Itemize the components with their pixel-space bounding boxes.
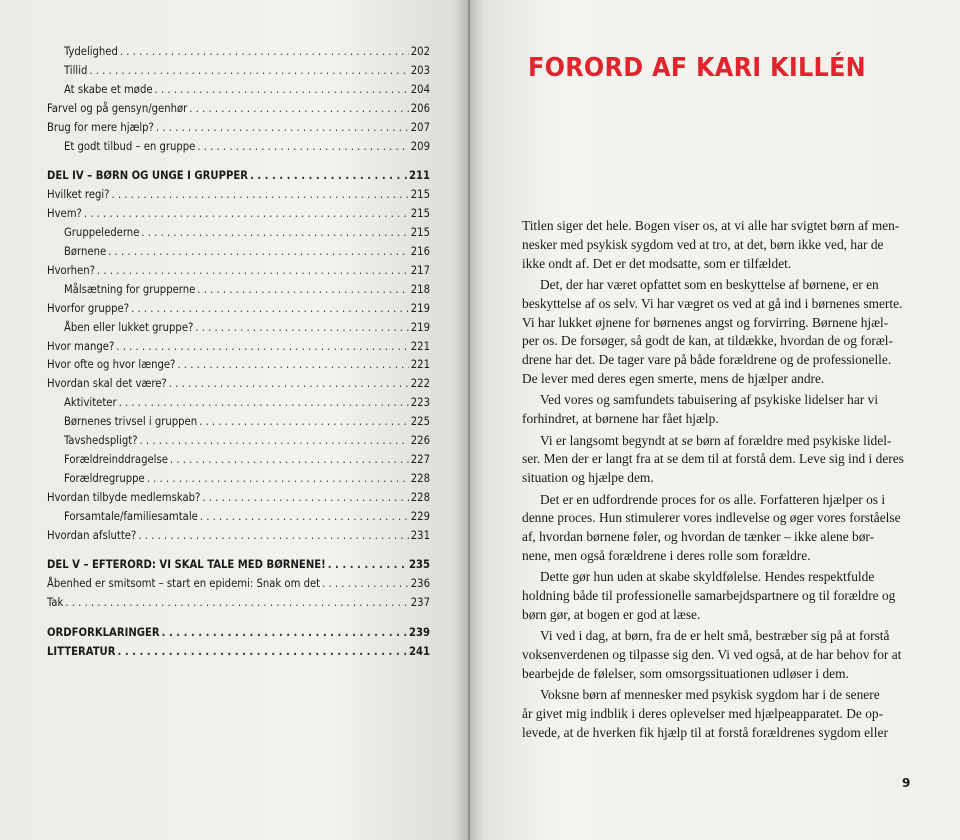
toc-entry [47,645,430,659]
toc-entry [47,121,430,135]
text-line: ser. Men der er langt fra at se dem til at forstå dem. Leve sig ind i deres [522,451,904,467]
toc-entry-label: Tydelighed [64,45,118,58]
text-line: Det, der har været opfattet som en beskyttelse af børnene, er en [540,276,879,292]
right-page [470,0,960,840]
toc-entry [47,453,430,467]
toc-entry [47,102,430,116]
toc-leader-dots [140,434,409,448]
toc-entry [47,558,430,572]
toc-leader-dots [189,102,409,116]
toc-entry-page: 207 [410,120,430,134]
toc-leader-dots [250,169,407,183]
text-line: år givet mig indblik i deres oplevelser med hjælpeapparatet. De op- [522,706,884,722]
page-number: 9 [902,776,911,790]
toc-entry-page: 204 [410,82,430,96]
text-line: af, hvordan børnene føler, og hvordan de tænker – ikke alene bør- [522,529,875,545]
toc-leader-dots [84,207,409,221]
toc-leader-dots [112,188,409,202]
toc-entry-label: Hvordan skal det være? [47,377,167,391]
toc-entry [47,626,430,640]
toc-entry-label: Gruppelederne [64,226,140,240]
toc-entry-page: 211 [408,169,430,183]
toc-entry [47,434,430,448]
toc-leader-dots [89,64,408,78]
text-line: situation og hjælpe dem. [522,470,654,486]
toc-entry [47,529,430,543]
toc-entry-page: 225 [410,415,430,429]
toc-entry-label: Åben eller lukket gruppe? [64,320,194,334]
toc-entry [47,340,430,354]
toc-entry-page: 227 [410,452,430,466]
toc-leader-dots [169,377,409,391]
toc-entry-page: 215 [410,207,430,221]
toc-entry-page: 222 [410,377,430,391]
toc-leader-dots [322,577,409,591]
toc-entry-page: 215 [410,188,430,202]
toc-leader-dots [156,121,409,135]
toc-entry-label: Farvel og på gensyn/genhør [47,101,188,115]
text-line: holdning både til professionelle samarbejdspartnere og til forældre og [522,588,896,604]
text-line: forhindret, at børnene har fået hjælp. [522,411,719,427]
toc-entry-label: Børnene [64,245,107,258]
toc-entry-page: 223 [410,396,430,410]
toc-entry [47,415,430,429]
toc-entry-label: Hvor mange? [47,339,115,353]
text-line: Titlen siger det hele. Bogen viser os, at vi alle har svigtet børn af men- [522,218,900,233]
toc-entry-page: 237 [410,596,430,610]
toc-entry [47,358,430,372]
text-line: Voksne børn af mennesker med psykisk sygdom har i de senere [540,687,880,703]
toc-entry-page: 215 [410,226,430,240]
foreword-body [522,217,914,743]
toc-entry [47,169,430,183]
toc-entry-label: DEL V – EFTERORD: VI SKAL TALE MED BØRNENE! [47,558,326,572]
toc-entry-label: Åbenhed er smitsomt – start en epidemi: Snak om det [47,577,321,591]
toc-entry [47,64,430,78]
toc-entry [47,472,430,486]
text-line: voksenverdenen og tilpasse sig den. Vi ved også, at de har behov for at [522,647,902,663]
toc-entry-page: 235 [408,558,430,572]
toc-entry-label: Hvem? [47,207,82,221]
text-line: Vi har lukket øjnene for børnenes angst og forvirring. Børnene hjæl- [522,314,889,330]
text-line: nesker med psykisk sygdom ved at tro, at det, børn ikke ved, har de [522,236,884,252]
toc-entry-page: 241 [408,645,430,658]
toc-entry-page: 216 [410,245,430,258]
toc-entry-page: 236 [410,577,430,591]
toc-entry-label: Aktiviteter [64,396,117,410]
toc-entry-page: 206 [410,101,430,115]
toc-entry-label: Et godt tilbud – en gruppe [64,139,196,153]
text-line: denne proces. Hun stimulerer vores indlevelse og øger vores forståelse [522,510,901,526]
toc-entry [47,396,430,410]
toc-entry [47,596,430,610]
toc-entry-page: 218 [410,282,430,296]
toc-leader-dots [65,596,408,610]
toc-entry-label: Hvor ofte og hvor længe? [47,358,176,372]
toc-entry-label: ORDFORKLARINGER [47,626,160,640]
toc-entry-label: Hvorhen? [47,263,95,277]
toc-leader-dots [177,358,408,372]
toc-entry [47,140,430,154]
toc-entry-page: 221 [410,339,430,353]
toc-leader-dots [197,140,408,154]
toc-entry-label: Forældreinddragelse [64,452,168,466]
toc-entry-label: Tillid [64,63,88,77]
toc-leader-dots [120,45,409,59]
toc-leader-dots [108,245,409,259]
toc-entry-label: Tak [47,596,64,610]
toc-entry-page: 217 [410,263,430,277]
toc-entry-label: Børnenes trivsel i gruppen [64,415,198,429]
text-line: De lever med deres egen smerte, mens de hjælper andre. [522,370,825,386]
toc-leader-dots [119,396,409,410]
text-line: levede, at de hverken fik hjælp til at forstå forældrenes sygdom eller [522,724,888,740]
toc-entry-page: 219 [410,320,430,334]
toc-entry-label: Forsamtale/familiesamtale [64,509,198,523]
toc-leader-dots [162,626,407,640]
toc-entry-page: 209 [410,139,430,153]
text-line: drene har det. De tager vare på både forældrene og de professionelle. [522,352,892,368]
toc-entry-label: Hvordan afslutte? [47,528,137,542]
text-line: Vi er langsomt begyndt at se børn af forældre med psykiske lidel- [540,432,892,448]
text-line: børn gør, at bogen er god at læse. [522,606,701,622]
toc-entry [47,283,430,297]
toc-entry [47,207,430,221]
toc-entry-page: 221 [410,358,430,372]
toc-entry [47,45,430,59]
chapter-heading: FORORD AF KARI KILLÉN [528,53,866,83]
toc-leader-dots [170,453,409,467]
text-line: beskyttelse af os selv. Vi har vægret os ved at gå ind i børnenes smerte. [522,295,903,311]
toc-leader-dots [195,321,408,335]
toc-entry-page: 226 [410,434,430,447]
toc-entry-page: 239 [408,626,430,640]
toc-leader-dots [147,472,409,486]
text-line: per os. De forsøger, så godt de kan, at tildække, hvordan de og foræl- [522,333,893,349]
toc-leader-dots [131,302,409,316]
toc-leader-dots [138,529,408,543]
toc-leader-dots [197,283,408,297]
toc-leader-dots [199,415,409,429]
toc-entry [47,577,430,591]
toc-entry [47,226,430,240]
toc-entry-label: DEL IV – BØRN OG UNGE I GRUPPER [47,169,248,183]
toc-entry-label: Hvilket regi? [47,188,110,202]
text-line: bearbejde de følelser, som omsorgssituationen udløser i dem. [522,665,849,681]
toc-leader-dots [116,340,408,354]
toc-entry-label: Forældregruppe [64,471,145,485]
toc-leader-dots [118,645,407,659]
toc-leader-dots [202,491,408,505]
toc-entry [47,245,430,259]
toc-entry-label: LITTERATUR [47,645,116,658]
toc-entry [47,188,430,202]
text-line: ikke ondt af. Det er det modsatte, som er tilfældet. [522,255,792,271]
toc-entry-label: Hvorfor gruppe? [47,301,130,315]
toc-entry [47,510,430,524]
toc-entry [47,377,430,391]
toc-entry [47,491,430,505]
toc-entry [47,83,430,97]
toc-leader-dots [141,226,408,240]
toc-entry-page: 202 [410,45,430,58]
text-line: Det er en udfordrende proces for os alle. Forfatteren hjælper os i [540,491,886,507]
toc-entry-label: Hvordan tilbyde medlemskab? [47,490,201,504]
toc-entry-label: Tavshedspligt? [64,434,138,447]
toc-leader-dots [200,510,409,524]
toc-entry-page: 219 [410,301,430,315]
toc-entry-page: 228 [410,490,430,504]
text-line: Vi ved i dag, at børn, fra de er helt små, bestræber sig på at forstå [540,628,890,644]
toc-entry-page: 231 [410,528,430,542]
text-line: nene, men også forældrene i deres rolle som forældre. [522,547,811,563]
toc-entry-page: 228 [410,471,430,485]
toc-entry-page: 229 [410,509,430,523]
text-line: Dette gør hun uden at skabe skyldfølelse. Hendes respektfulde [540,569,875,585]
toc-leader-dots [97,264,409,278]
toc-entry-page: 203 [410,63,430,77]
toc-leader-dots [155,83,409,97]
toc-entry-label: At skabe et møde [64,82,153,96]
left-page [0,0,468,840]
toc-entry [47,302,430,316]
text-line: Ved vores og samfundets tabuisering af psykiske lidelser har vi [540,392,879,408]
toc-leader-dots [328,558,407,572]
toc-entry-label: Målsætning for grupperne [64,282,196,296]
toc-entry [47,264,430,278]
toc-entry [47,321,430,335]
toc-entry-label: Brug for mere hjælp? [47,120,154,134]
